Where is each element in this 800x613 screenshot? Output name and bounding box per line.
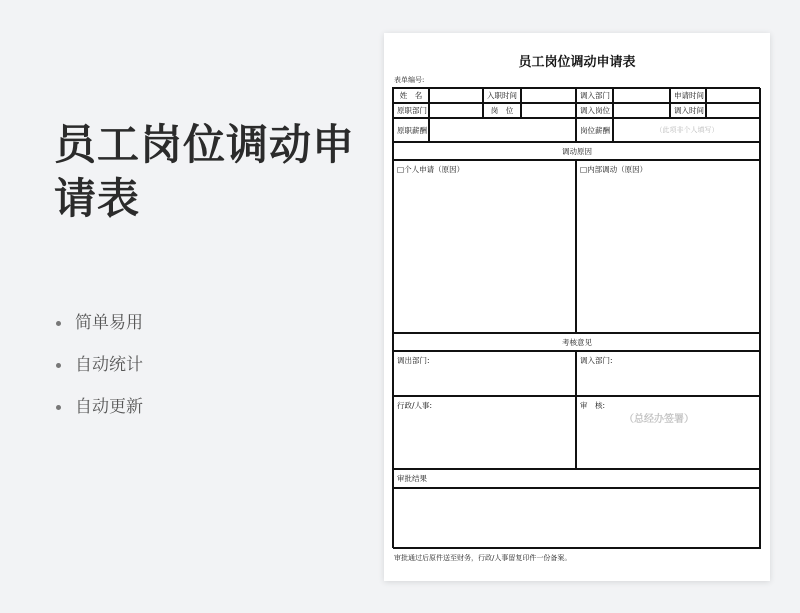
review-section-header: 考核意见 (393, 333, 761, 351)
orig-dept-value (429, 103, 483, 118)
reason-personal: □个人申请（原因） (393, 160, 576, 333)
name-value (429, 88, 483, 103)
form-number-label: 表单编号: (394, 76, 425, 84)
transfer-in-dept-value (613, 88, 670, 103)
position-label: 岗 位 (483, 103, 521, 118)
join-date-value (521, 88, 576, 103)
result-section-header: 审批结果 (393, 469, 761, 488)
orig-dept-label: 原职部门 (393, 103, 429, 118)
promo-title: 员工岗位调动申请表 (54, 120, 356, 223)
feature-list (56, 310, 143, 436)
reason-section-header: 调动原因 (393, 142, 761, 160)
orig-salary-label: 原职薪酬 (393, 118, 429, 142)
position-value (521, 103, 576, 118)
transfer-in-date-value (706, 103, 761, 118)
name-label: 姓 名 (393, 88, 429, 103)
transfer-in-date-label: 调入时间 (670, 103, 706, 118)
bullet-icon (56, 405, 61, 410)
result-value (393, 488, 761, 549)
transfer-in-dept-label: 调入部门 (576, 88, 613, 103)
transfer-in-position-value (613, 103, 670, 118)
form-title: 员工岗位调动申请表 (518, 55, 636, 70)
footer-note: 审批通过后原件送至财务，行政/人事留复印件一份备案。 (394, 554, 572, 562)
in-dept-opinion: 调入部门: (576, 351, 761, 396)
apply-date-value (706, 88, 761, 103)
gm-stamp-hint: （总经办签署） (624, 414, 694, 425)
position-salary-label: 岗位薪酬 (576, 118, 613, 142)
salary-hint: （此项非个人填写） (613, 118, 761, 142)
reason-internal: □内部调动（原因） (576, 160, 761, 333)
bullet-icon (56, 321, 61, 326)
form-preview (384, 33, 770, 581)
out-dept-opinion: 调出部门: (393, 351, 576, 396)
bullet-icon (56, 363, 61, 368)
feature-item: 简单易用 (56, 310, 143, 352)
transfer-in-position-label: 调入岗位 (576, 103, 613, 118)
join-date-label: 入职时间 (483, 88, 521, 103)
orig-salary-value (429, 118, 576, 142)
form-table (392, 87, 760, 548)
feature-item: 自动更新 (56, 394, 143, 436)
feature-item: 自动统计 (56, 352, 143, 394)
apply-date-label: 申请时间 (670, 88, 706, 103)
admin-hr-opinion: 行政/人事: (393, 396, 576, 469)
audit-opinion: 审 核: (576, 396, 761, 469)
